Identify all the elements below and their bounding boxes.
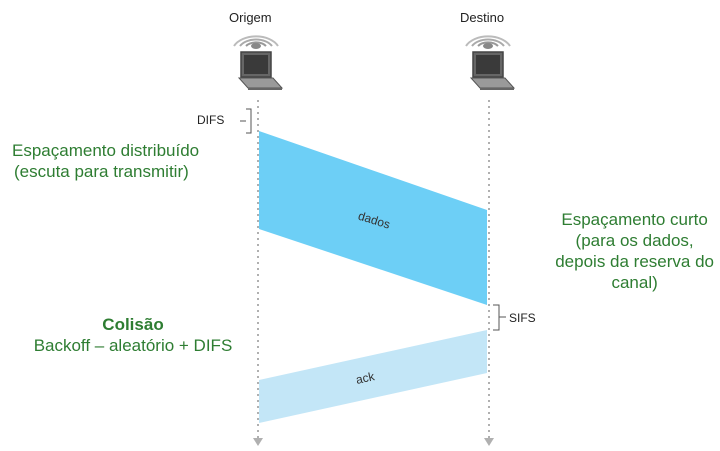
destination-laptop-icon [466, 36, 514, 90]
destination-timeline-arrowhead [484, 438, 494, 446]
distributed-spacing-annotation [12, 140, 199, 182]
distributed-spacing-line1: Espaçamento distribuído [12, 141, 200, 160]
data-frame-label: dados [356, 208, 392, 232]
collision-title: Colisão [102, 315, 164, 334]
collision-annotation [12, 314, 254, 356]
collision-detail: Backoff – aleatório + DIFS [33, 336, 233, 355]
short-spacing-line1: Espaçamento curto [561, 210, 708, 229]
sifs-label: SIFS [509, 311, 536, 325]
difs-label: DIFS [197, 113, 225, 127]
ack-frame-label: ack [354, 369, 376, 387]
difs-bracket [240, 109, 251, 133]
source-laptop-icon [234, 36, 282, 90]
short-spacing-annotation [555, 209, 714, 293]
distributed-spacing-line2: (escuta para transmitir) [14, 162, 189, 181]
short-spacing-line3: depois da reserva do [555, 252, 714, 271]
sifs-bracket [493, 305, 506, 330]
source-label: Origem [229, 10, 272, 25]
destination-label: Destino [460, 10, 505, 25]
short-spacing-line2: (para os dados, [575, 231, 694, 250]
short-spacing-line4: canal) [611, 273, 658, 292]
source-timeline-arrowhead [253, 438, 263, 446]
